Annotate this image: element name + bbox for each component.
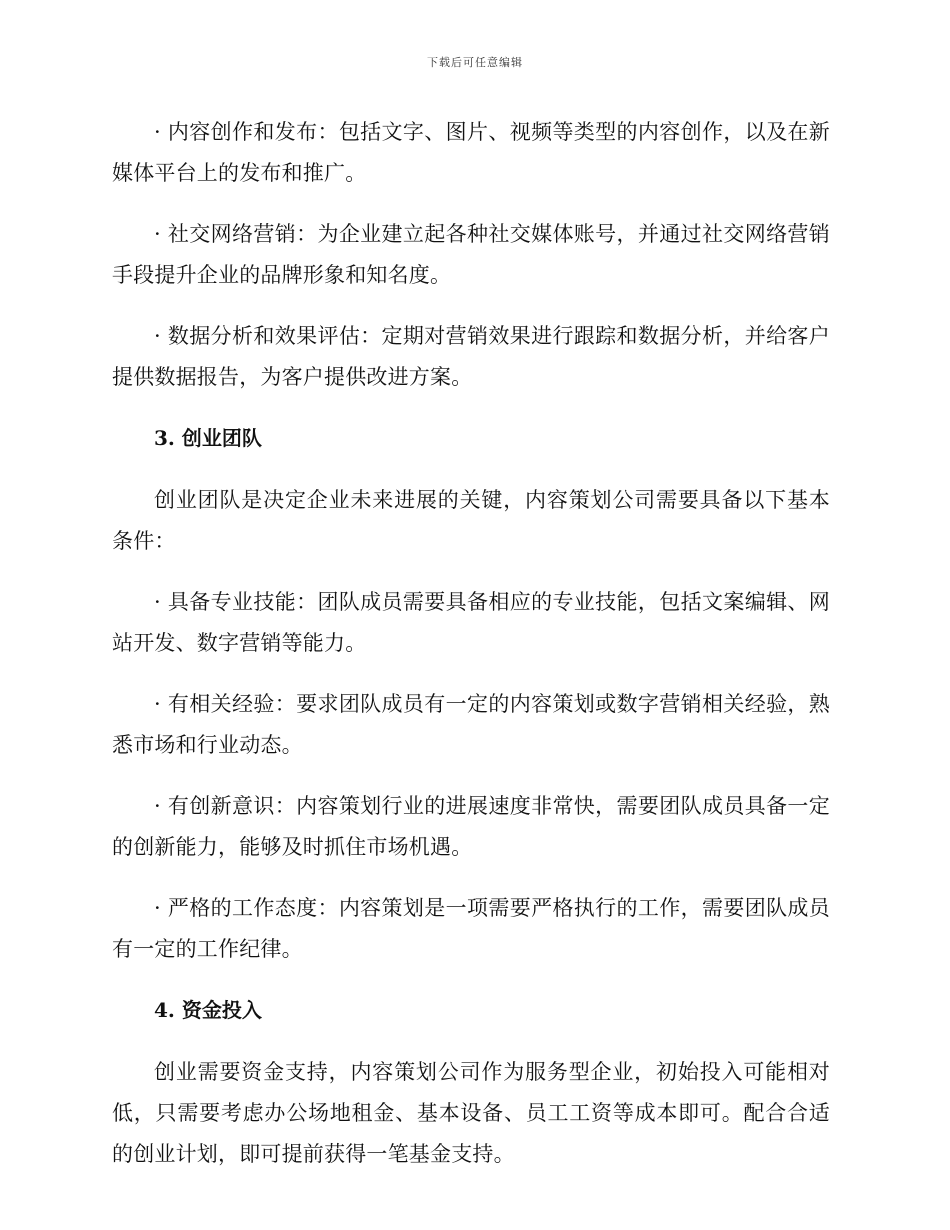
section-heading-team: 3. 创业团队 — [154, 426, 262, 450]
bullet-professional-skills: · 具备专业技能：团队成员需要具备相应的专业技能，包括文案编辑、网站开发、数字营销等能力。 — [112, 590, 830, 655]
bullet-content-creation: · 内容创作和发布：包括文字、图片、视频等类型的内容创作，以及在新媒体平台上的发布和推广。 — [112, 120, 830, 185]
bullet-experience: · 有相关经验：要求团队成员有一定的内容策划或数字营销相关经验，熟悉市场和行业动态。 — [112, 692, 830, 757]
bullet-social-marketing: · 社交网络营销：为企业建立起各种社交媒体账号，并通过社交网络营销手段提升企业的品牌形象和知名度。 — [112, 222, 830, 287]
document-body — [112, 112, 830, 1195]
bullet-data-analysis: · 数据分析和效果评估：定期对营销效果进行跟踪和数据分析，并给客户提供数据报告，为客户提供改进方案。 — [112, 324, 830, 389]
section-heading-funding: 4. 资金投入 — [154, 998, 262, 1022]
funding-paragraph: 创业需要资金支持，内容策划公司作为服务型企业，初始投入可能相对低，只需要考虑办公场地租金、基本设备、员工工资等成本即可。配合合适的创业计划，即可提前获得一笔基金支持。 — [112, 1060, 830, 1166]
page-header-note: 下载后可任意编辑 — [427, 56, 523, 69]
bullet-work-attitude: · 严格的工作态度：内容策划是一项需要严格执行的工作，需要团队成员有一定的工作纪律。 — [112, 896, 830, 961]
bullet-innovation: · 有创新意识：内容策划行业的进展速度非常快，需要团队成员具备一定的创新能力，能够及时抓住市场机遇。 — [112, 794, 830, 859]
team-intro-paragraph: 创业团队是决定企业未来进展的关键，内容策划公司需要具备以下基本条件： — [112, 488, 830, 553]
